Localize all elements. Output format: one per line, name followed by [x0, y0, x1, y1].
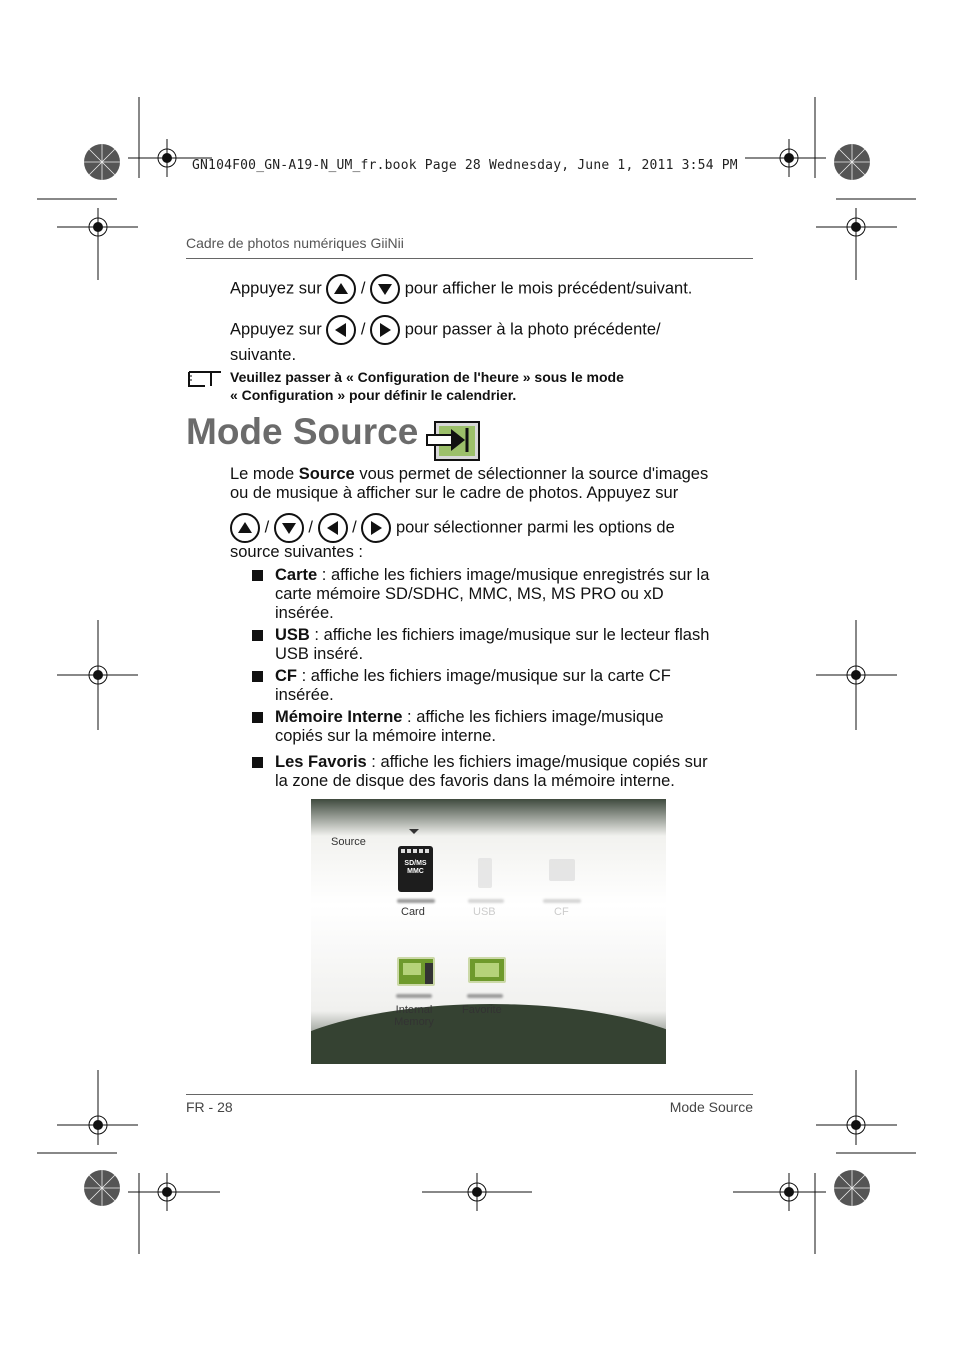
page-number: FR - 28 [186, 1099, 233, 1115]
print-slug: GN104F00_GN-A19-N_UM_fr.book Page 28 Wednesday, June 1, 2011 3:54 PM [192, 158, 738, 173]
screen-internal-label: Internal Memory [394, 1004, 434, 1028]
list-item-cf: CF : affiche les fichiers image/musique sur la carte CF [275, 667, 671, 685]
bullet [252, 570, 263, 581]
list-item-memoire: Mémoire Interne : affiche les fichiers image/musique [275, 708, 664, 726]
list-item-cf-l2: insérée. [275, 686, 334, 704]
list-item-memoire-l2: copiés sur la mémoire interne. [275, 727, 497, 745]
up-button-icon [230, 513, 260, 543]
running-header: Cadre de photos numériques GiiNii [186, 235, 404, 251]
source-screen-image [311, 799, 666, 1064]
note-hand-icon [187, 369, 223, 389]
usb-icon [478, 858, 492, 888]
down-button-icon [370, 274, 400, 304]
screen-cf-label: CF [554, 906, 569, 918]
paragraph-month-nav: Appuyez sur / pour afficher le mois précédent/suivant. [230, 274, 770, 304]
section-title: Mode Source [186, 411, 419, 452]
left-button-icon [326, 315, 356, 345]
list-item-usb-l2: USB inséré. [275, 645, 364, 663]
footer-section: Mode Source [669, 1099, 753, 1115]
footer-rule [186, 1094, 753, 1095]
paragraph-photo-nav-cont: suivante. [230, 346, 297, 364]
list-item-favoris: Les Favoris : affiche les fichiers image/musique copiés sur [275, 753, 708, 771]
intro-line-1: Le mode Source vous permet de sélectionner la source d'images [230, 465, 709, 483]
bullet [252, 671, 263, 682]
list-item-carte-l2: carte mémoire SD/SDHC, MMC, MS, MS PRO ou xD [275, 585, 664, 603]
card-icon: SD/MS MMC [398, 846, 433, 892]
paragraph-photo-nav: Appuyez sur / pour passer à la photo précédente/ [230, 315, 770, 345]
list-item-carte: Carte : affiche les fichiers image/musique enregistrés sur la [275, 566, 710, 584]
header-rule [186, 258, 753, 259]
screen-source-label: Source [331, 836, 366, 848]
left-button-icon [318, 513, 348, 543]
list-item-favoris-l2: la zone de disque des favoris dans la mémoire interne. [275, 772, 675, 790]
intro-line-4: source suivantes : [230, 543, 363, 561]
bullet [252, 757, 263, 768]
bullet [252, 712, 263, 723]
selection-arrow-icon [409, 829, 419, 835]
screen-usb-label: USB [473, 906, 496, 918]
note-line-2: « Configuration » pour définir le calendrier. [230, 387, 517, 403]
screen-favorite-label: Favorite [462, 1004, 502, 1016]
note-line-1: Veuillez passer à « Configuration de l'heure » sous le mode [230, 369, 624, 385]
intro-line-3: / / / pour sélectionner parmi les options de [230, 513, 770, 543]
favorite-icon [468, 957, 506, 983]
down-button-icon [274, 513, 304, 543]
source-mode-icon [425, 420, 481, 462]
right-button-icon [361, 513, 391, 543]
internal-memory-icon [397, 957, 435, 986]
up-button-icon [326, 274, 356, 304]
screen-card-label: Card [401, 906, 425, 918]
list-item-carte-l3: insérée. [275, 604, 334, 622]
list-item-usb: USB : affiche les fichiers image/musique sur le lecteur flash [275, 626, 710, 644]
bullet [252, 630, 263, 641]
intro-line-2: ou de musique à afficher sur le cadre de photos. Appuyez sur [230, 484, 679, 502]
cf-icon [549, 859, 575, 881]
right-button-icon [370, 315, 400, 345]
